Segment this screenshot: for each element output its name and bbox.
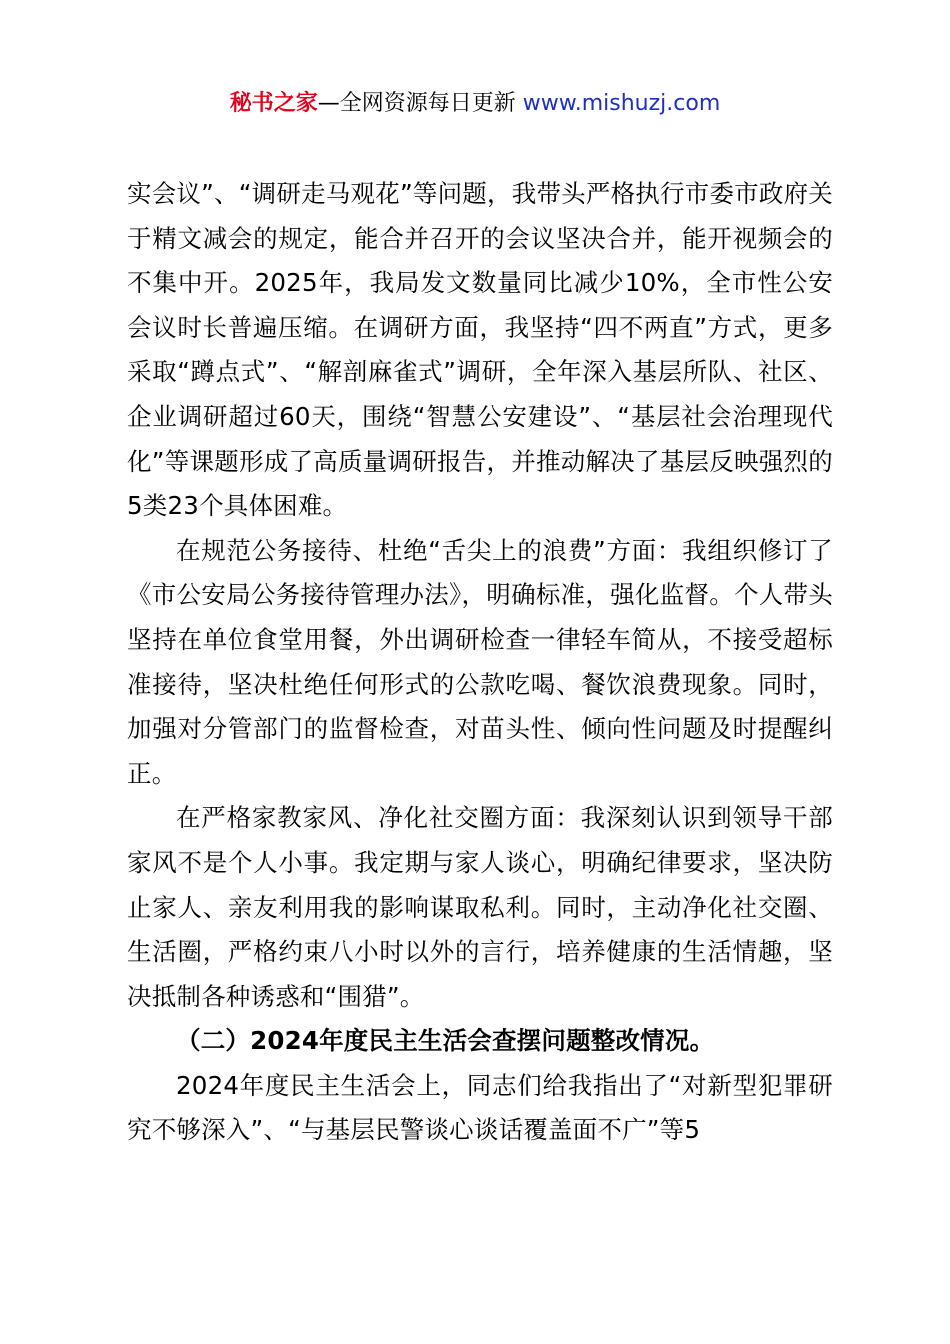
brand-name: 秘书之家 [229, 91, 318, 116]
header-tagline: —全网资源每日更新 [317, 91, 523, 116]
paragraph-family-tradition: 在严格家教家风、净化社交圈方面：我深刻认识到领导干部家风不是个人小事。我定期与家人谈心，明确纪律要求，坚决防止家人、亲友利用我的影响谋取私利。同时，主动净化社交圈、生活圈，严格约束八小时以外的言行，培养健康的生活情趣，坚决抵制各种诱惑和“围猎”。 [127, 803, 833, 1011]
paragraph-meeting-research: 实会议”、“调研走马观花”等问题，我带头严格执行市委市政府关于精文减会的规定，能合并召开的会议坚决合并，能开视频会的不集中开。2025年，我局发文数量同比减少10%，全市性公安会议时长普遍压缩。在调研方面，我坚持“四不两直”方式，更多采取“蹲点式”、“解剖麻雀式”调研，全年深入基层所队、社区、企业调研超过60天，围绕“智慧公安建设”、“基层社会治理现代化”等课题形成了高质量调研报告，并推动解决了基层反映强烈的5类23个具体困难。 [127, 179, 833, 521]
paragraph-official-reception: 在规范公务接待、杜绝“舌尖上的浪费”方面：我组织修订了《市公安局公务接待管理办法》，明确标准，强化监督。个人带头坚持在单位食堂用餐，外出调研检查一律轻车简从，不接受超标准接待，坚决杜绝任何形式的公款吃喝、餐饮浪费现象。同时，加强对分管部门的监督检查，对苗头性、倾向性问题及时提醒纠正。 [127, 535, 833, 788]
site-url-link[interactable]: www.mishuzj.com [522, 91, 721, 116]
page-header [0, 86, 950, 122]
section-heading-rectification: （二）2024年度民主生活会查摆问题整改情况。 [176, 1026, 715, 1056]
document-body [127, 172, 833, 1153]
paragraph-rectification-intro: 2024年度民主生活会上，同志们给我指出了“对新型犯罪研究不够深入”、“与基层民警谈心谈话覆盖面不广”等5 [127, 1070, 833, 1145]
